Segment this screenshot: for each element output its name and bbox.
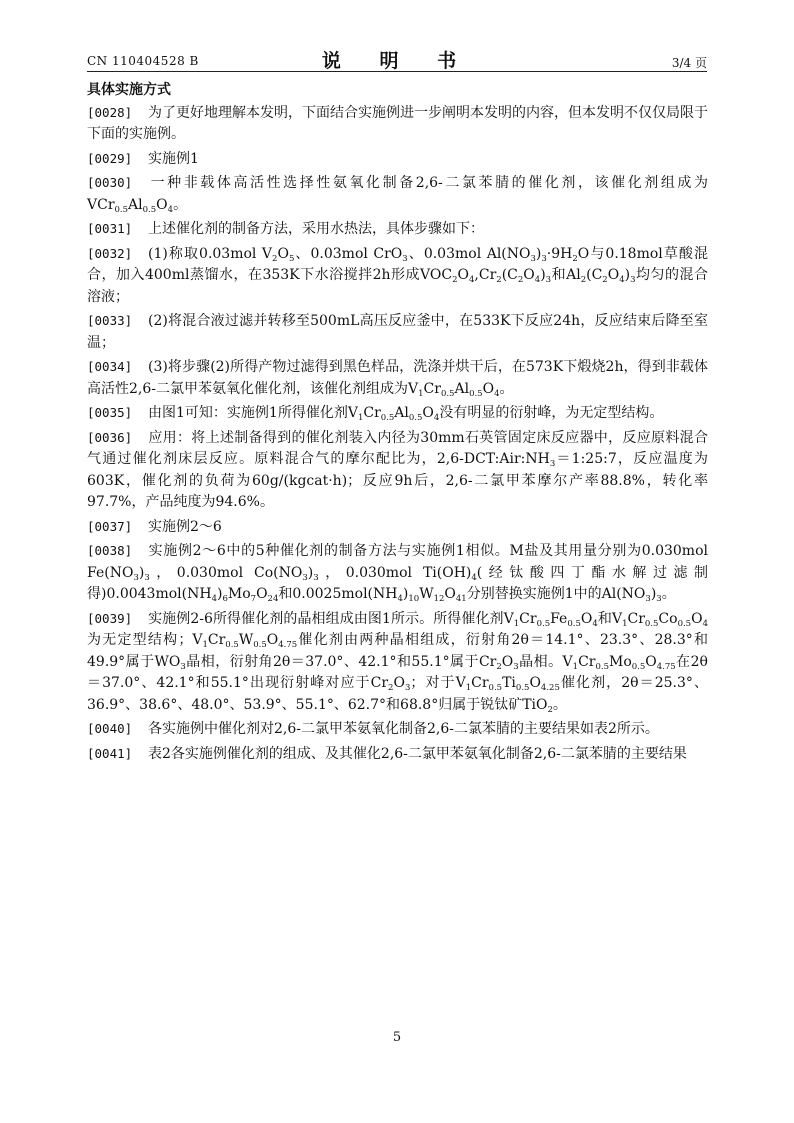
paragraph-text: 上述催化剂的制备方法，采用水热法，具体步骤如下： xyxy=(148,221,484,237)
paragraph-number: [0034] xyxy=(87,359,133,374)
paragraph-text: 实施例2-6所得催化剂的晶相组成由图1所示。所得催化剂$V_1Cr_{0.5}Fe_{0.5}O_4$和$V_1Cr_{0.5}Co_{0.5}O_4$为无定型结构；$V_1Cr_{0.5}W_{0.5}O_{4.75}$催化剂由两种晶相组成，衍射角2θ＝14.1°、23.3°、28.3°和49.9°属于$WO_3$晶相，衍射角2θ＝37.0°、42.1°和55.1°属于$Cr_2O_3$晶相。$V_1Cr_{0.5}Mo_{0.5}O_{4.75}$在2θ＝37.0°、42.1°和55.1°出现衍射峰对应于$Cr_2O_3$；对于$V_1Cr_{0.5}Ti_{0.5}O_{4.25}$催化剂，2θ＝25.3°、36.9°、38.6°、48.0°、53.9°、55.1°、62.7°和68.8°归属于锐钛矿TiO$_2$。 xyxy=(87,610,708,715)
page-number: 5 xyxy=(392,1030,402,1045)
paragraph-text: 应用：将上述制备得到的催化剂装入内径为30mm石英管固定床反应器中，反应原料混合气通过催化剂床层反应。原料混合气的摩尔配比为，$2,6-DCT:Air:NH_3=1:25:7$，反应温度为603K，催化剂的负荷为60g/(kgcat·h)；反应9h后，2,6-二氯甲苯摩尔产率88.8%，转化率97.7%，产品纯度为94.6%。 xyxy=(87,429,708,510)
patent-number: CN 110404528 B xyxy=(87,54,199,68)
document-body xyxy=(87,80,708,767)
header-divider xyxy=(87,71,707,72)
paragraph xyxy=(87,356,708,400)
paragraph xyxy=(87,608,708,717)
paragraph-number: [0039] xyxy=(87,610,133,626)
paragraph-text: 由图1可知：实施例1所得催化剂$V_1Cr_{0.5}Al_{0.5}O_4$没有明显的衍射峰，为无定型结构。 xyxy=(148,405,664,423)
paragraph-text: (2)将混合液过滤并转移至500mL高压反应釜中，在533K下反应24h，反应结束后降至室温； xyxy=(87,313,708,351)
paragraph xyxy=(87,310,708,354)
paragraph xyxy=(87,427,708,514)
paragraph-number: [0037] xyxy=(87,518,133,534)
paragraph-text: 实施例1 xyxy=(148,150,199,167)
section-title: 具体实施方式 xyxy=(87,82,171,98)
paragraph xyxy=(87,243,708,309)
paragraph-number: [0040] xyxy=(87,721,133,736)
paragraph xyxy=(87,102,708,146)
paragraph xyxy=(87,743,708,766)
paragraph xyxy=(87,516,708,539)
paragraph-number: [0036] xyxy=(87,429,133,445)
paragraph-text: 表2各实施例催化剂的组成、及其催化2,6-二氯甲苯氨氧化制备2,6-二氯苯腈的主要结果 xyxy=(148,745,687,762)
paragraph xyxy=(87,218,708,241)
paragraph xyxy=(87,172,708,216)
paragraph-number: [0041] xyxy=(87,745,133,761)
paragraph-number: [0028] xyxy=(87,104,133,120)
paragraph-number: [0030] xyxy=(87,175,133,190)
paragraph-number: [0038] xyxy=(87,543,133,558)
paragraph-text: 实施例2～6中的5种催化剂的制备方法与实施例1相似。M盐及其用量分别为0.030mol $Fe(NO_3)_3$，0.030mol $Co(NO_3)_3$，0.030mol $Ti(OH)_4$(经钛酸四丁酯水解过滤制得)$0.0043mol(NH_4)_6Mo_7O_{24}$和$0.0025mol(NH_4)_{10}W_{12}O_{41}$分别替换实施例1中的$Al(NO_3)_3$。 xyxy=(87,543,708,604)
page-header xyxy=(0,46,794,76)
paragraph-list xyxy=(87,102,708,766)
paragraph-number: [0029] xyxy=(87,150,133,166)
paragraph-text: 为了更好地理解本发明，下面结合实施例进一步阐明本发明的内容，但本发明不仅仅局限于下面的实施例。 xyxy=(87,104,708,142)
paragraph xyxy=(87,540,708,606)
paragraph-number: [0031] xyxy=(87,221,133,236)
paragraph xyxy=(87,402,708,425)
paragraph xyxy=(87,148,708,171)
paragraph-number: [0033] xyxy=(87,313,133,328)
paragraph-text: 实施例2～6 xyxy=(148,518,222,535)
paragraph-text: (1)称取0.03mol $V_2O_5$、0.03mol CrO$_3$、0.03mol $Al(NO_3)_3\cdot 9H_2O$与0.18mol草酸混合，加入400ml蒸馏水，在353K下水浴搅拌2h形成$VOC_2O_4,Cr_2(C_2O_4)_3$和$Al_2(C_2O_4)_3$均匀的混合溶液； xyxy=(87,245,709,305)
paragraph-number: [0035] xyxy=(87,405,133,420)
paragraph-text: 一种非载体高活性选择性氨氧化制备2,6-二氯苯腈的催化剂，该催化剂组成为$VCr_{0.5}Al_{0.5}O_4$。 xyxy=(87,175,708,215)
paragraph-text: 各实施例中催化剂对2,6-二氯甲苯氨氧化制备2,6-二氯苯腈的主要结果如表2所示。 xyxy=(148,721,659,737)
document-title: 说 明 书 xyxy=(321,50,473,72)
paragraph xyxy=(87,718,708,741)
paragraph-number: [0032] xyxy=(87,245,133,261)
page-info: 3/4 页 xyxy=(671,56,707,70)
paragraph-text: (3)将步骤(2)所得产物过滤得到黑色样品，洗涤并烘干后，在573K下煅烧2h，得到非载体高活性2,6-二氯甲苯氨氧化催化剂，该催化剂组成为$V_1Cr_{0.5}Al_{0.5}O_4$。 xyxy=(87,359,708,399)
